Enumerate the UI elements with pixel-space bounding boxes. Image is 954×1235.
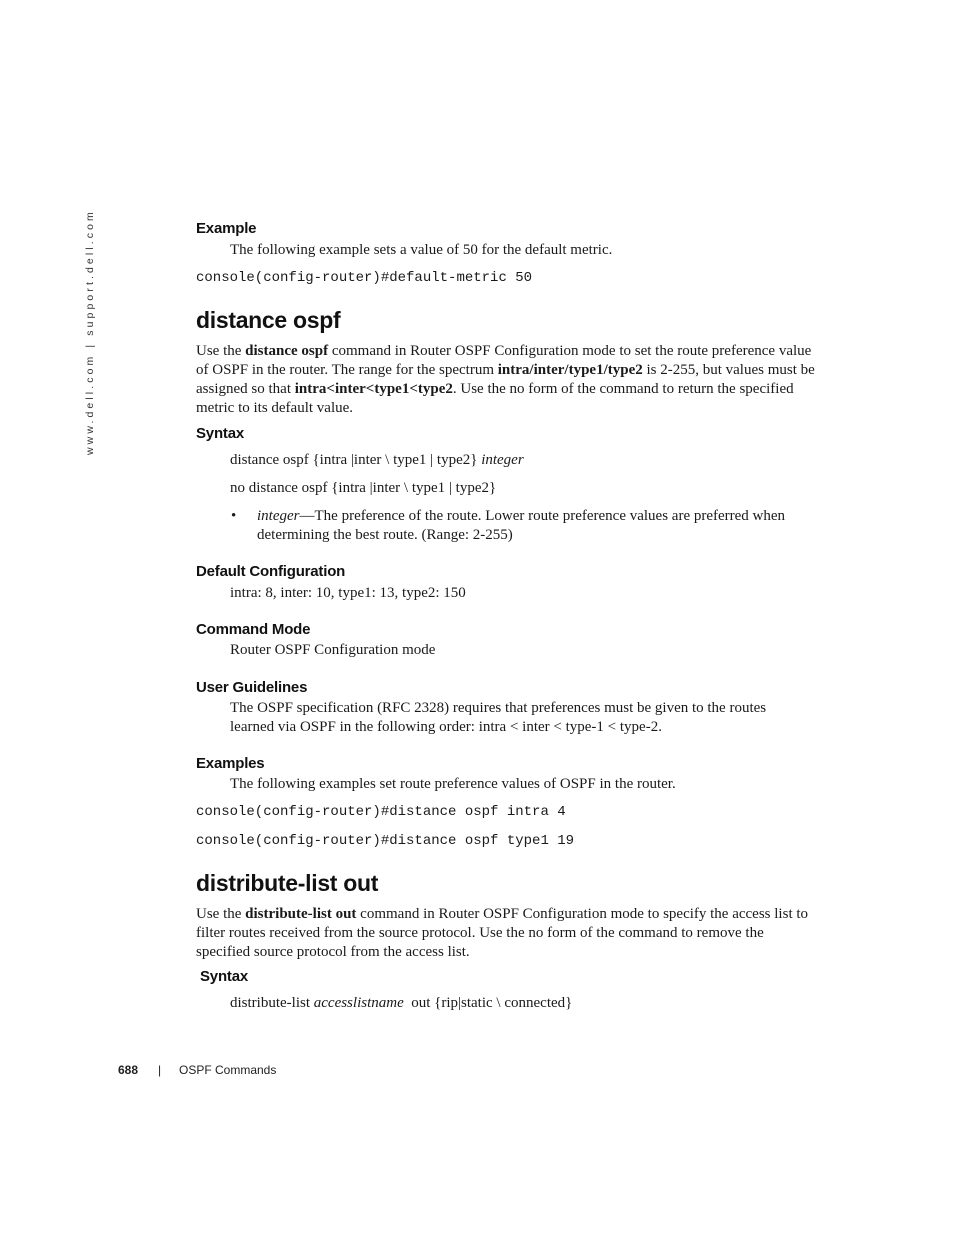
distribute-list-syntax-heading: Syntax [200,968,248,985]
distribute-list-syntax-line: distribute-list accesslistname out {rip|static \ connected} [230,995,573,1011]
examples-text: The following examples set route preference values of OSPF in the router. [230,776,676,792]
user-guidelines-heading: User Guidelines [196,679,308,696]
distance-ospf-description: Use the distance ospf command in Router OSPF Configuration mode to set the route preference value of OSPF in the router. The range for the spectrum intra/inter/type1/type2 is 2-255, but values must be assigned so that intra<inter<type1<type2. Use the no form of the command to return the specified metric to its default value. [196,343,815,416]
command-mode-heading: Command Mode [196,621,311,638]
user-guidelines-text: The OSPF specification (RFC 2328) requires that preferences must be given to the routes learned via OSPF in the following order: intra < inter < type-1 < type-2. [230,700,767,735]
param-bullet: • [231,508,237,524]
param-integer: integer—The preference of the route. Lower route preference values are preferred when determining the best route. (Range: 2-255) [257,508,786,543]
examples-heading: Examples [196,755,265,772]
distribute-list-title: distribute-list out [196,870,379,896]
example-text: The following example sets a value of 50 for the default metric. [230,242,613,258]
examples-code-2: console(config-router)#distance ospf type1 19 [196,833,575,849]
command-mode-text: Router OSPF Configuration mode [230,642,436,658]
footer-chapter: OSPF Commands [179,1063,277,1077]
default-configuration-text: intra: 8, inter: 10, type1: 13, type2: 150 [230,585,466,601]
distance-ospf-title: distance ospf [196,307,341,333]
syntax-line-2: no distance ospf {intra |inter \ type1 | type2} [230,480,497,496]
sidebar-url: www.dell.com | support.dell.com [84,209,96,455]
distribute-list-description: Use the distribute-list out command in Router OSPF Configuration mode to specify the access list to filter routes received from the source protocol. Use the no form of the command to remove the specified source protocol from the access list. [196,906,809,960]
syntax-line-1: distance ospf {intra |inter \ type1 | type2} integer [230,452,524,468]
syntax-heading: Syntax [196,425,244,442]
default-configuration-heading: Default Configuration [196,563,346,580]
examples-code-1: console(config-router)#distance ospf intra 4 [196,804,566,820]
example-heading: Example [196,220,257,237]
page-number: 688 [118,1063,139,1077]
example-code: console(config-router)#default-metric 50 [196,270,533,286]
footer-separator: | [158,1063,162,1077]
